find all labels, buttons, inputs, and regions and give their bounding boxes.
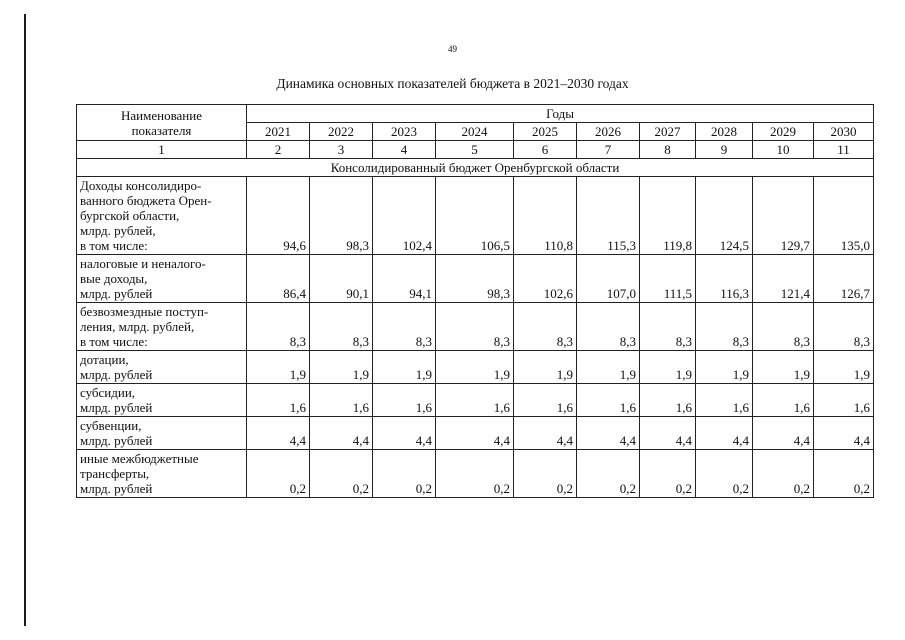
value-cell: 1,9 (436, 351, 514, 384)
value-cell: 124,5 (696, 177, 753, 255)
value-cell: 115,3 (577, 177, 640, 255)
value-cell: 119,8 (640, 177, 696, 255)
value-cell: 135,0 (814, 177, 874, 255)
table-row (77, 384, 874, 417)
page-title: Динамика основных показателей бюджета в 2021–2030 годах (276, 76, 629, 91)
value-cell: 8,3 (696, 303, 753, 351)
value-cell: 1,6 (373, 384, 436, 417)
table-row (77, 177, 874, 255)
value-cell: 4,4 (814, 417, 874, 450)
value-cell: 98,3 (310, 177, 373, 255)
header-name: Наименование показателя (77, 105, 247, 141)
value-cell: 8,3 (753, 303, 814, 351)
value-cell: 4,4 (436, 417, 514, 450)
row-label: субвенции, млрд. рублей (77, 417, 247, 450)
value-cell: 116,3 (696, 255, 753, 303)
value-cell: 0,2 (436, 450, 514, 498)
value-cell: 8,3 (310, 303, 373, 351)
value-cell: 102,6 (514, 255, 577, 303)
table-row (77, 450, 874, 498)
column-number-cell: 10 (753, 141, 814, 159)
year-cell: 2029 (753, 123, 814, 141)
table-row (77, 351, 874, 384)
row-label: безвозмездные поступ- ления, млрд. рублей, в том числе: (77, 303, 247, 351)
value-cell: 1,9 (696, 351, 753, 384)
value-cell: 1,9 (753, 351, 814, 384)
column-number-cell: 3 (310, 141, 373, 159)
value-cell: 0,2 (640, 450, 696, 498)
year-cell: 2024 (436, 123, 514, 141)
value-cell: 4,4 (577, 417, 640, 450)
column-number-cell: 9 (696, 141, 753, 159)
value-cell: 1,9 (373, 351, 436, 384)
value-cell: 8,3 (373, 303, 436, 351)
value-cell: 107,0 (577, 255, 640, 303)
row-label: иные межбюджетные трансферты, млрд. рублей (77, 450, 247, 498)
value-cell: 4,4 (247, 417, 310, 450)
value-cell: 0,2 (577, 450, 640, 498)
header-years: Годы (247, 105, 874, 123)
row-label: субсидии, млрд. рублей (77, 384, 247, 417)
value-cell: 126,7 (814, 255, 874, 303)
value-cell: 8,3 (640, 303, 696, 351)
year-cell: 2027 (640, 123, 696, 141)
value-cell: 1,6 (696, 384, 753, 417)
row-label: налоговые и неналого- вые доходы, млрд. рублей (77, 255, 247, 303)
value-cell: 8,3 (577, 303, 640, 351)
value-cell: 4,4 (696, 417, 753, 450)
table-row (77, 417, 874, 450)
year-cell: 2022 (310, 123, 373, 141)
value-cell: 0,2 (310, 450, 373, 498)
year-cell: 2025 (514, 123, 577, 141)
section-row (77, 159, 874, 177)
value-cell: 1,6 (577, 384, 640, 417)
table-row (77, 255, 874, 303)
value-cell: 0,2 (753, 450, 814, 498)
year-cell: 2021 (247, 123, 310, 141)
column-number-cell: 5 (436, 141, 514, 159)
value-cell: 4,4 (514, 417, 577, 450)
value-cell: 1,9 (247, 351, 310, 384)
value-cell: 86,4 (247, 255, 310, 303)
column-number-cell: 7 (577, 141, 640, 159)
value-cell: 94,1 (373, 255, 436, 303)
value-cell: 129,7 (753, 177, 814, 255)
value-cell: 8,3 (814, 303, 874, 351)
value-cell: 1,6 (436, 384, 514, 417)
year-cell: 2026 (577, 123, 640, 141)
value-cell: 121,4 (753, 255, 814, 303)
row-label: Доходы консолидиро- ванного бюджета Орен- бургской области, млрд. рублей, в том числе: (77, 177, 247, 255)
value-cell: 8,3 (514, 303, 577, 351)
value-cell: 1,9 (577, 351, 640, 384)
value-cell: 0,2 (373, 450, 436, 498)
value-cell: 102,4 (373, 177, 436, 255)
value-cell: 98,3 (436, 255, 514, 303)
value-cell: 90,1 (310, 255, 373, 303)
value-cell: 0,2 (814, 450, 874, 498)
page-number: 49 (448, 44, 457, 54)
value-cell: 8,3 (436, 303, 514, 351)
value-cell: 4,4 (373, 417, 436, 450)
year-cell: 2030 (814, 123, 874, 141)
value-cell: 1,6 (514, 384, 577, 417)
year-cell: 2023 (373, 123, 436, 141)
value-cell: 111,5 (640, 255, 696, 303)
column-number-cell: 11 (814, 141, 874, 159)
value-cell: 1,9 (640, 351, 696, 384)
value-cell: 110,8 (514, 177, 577, 255)
section-title: Консолидированный бюджет Оренбургской области (77, 159, 874, 177)
year-cell: 2028 (696, 123, 753, 141)
column-number-cell: 6 (514, 141, 577, 159)
value-cell: 1,6 (814, 384, 874, 417)
value-cell: 1,9 (310, 351, 373, 384)
value-cell: 1,9 (814, 351, 874, 384)
value-cell: 1,6 (310, 384, 373, 417)
value-cell: 8,3 (247, 303, 310, 351)
value-cell: 0,2 (696, 450, 753, 498)
left-margin-rule (24, 14, 26, 626)
budget-table (76, 104, 874, 498)
table-row (77, 303, 874, 351)
value-cell: 1,9 (514, 351, 577, 384)
row-label: дотации, млрд. рублей (77, 351, 247, 384)
value-cell: 106,5 (436, 177, 514, 255)
value-cell: 4,4 (753, 417, 814, 450)
value-cell: 4,4 (310, 417, 373, 450)
column-number-cell: 4 (373, 141, 436, 159)
value-cell: 0,2 (514, 450, 577, 498)
column-number-cell: 2 (247, 141, 310, 159)
header-row-years (77, 105, 874, 123)
value-cell: 1,6 (247, 384, 310, 417)
column-number-row (77, 141, 874, 159)
value-cell: 0,2 (247, 450, 310, 498)
value-cell: 1,6 (753, 384, 814, 417)
value-cell: 94,6 (247, 177, 310, 255)
column-number-cell: 8 (640, 141, 696, 159)
value-cell: 1,6 (640, 384, 696, 417)
column-number-cell: 1 (77, 141, 247, 159)
value-cell: 4,4 (640, 417, 696, 450)
